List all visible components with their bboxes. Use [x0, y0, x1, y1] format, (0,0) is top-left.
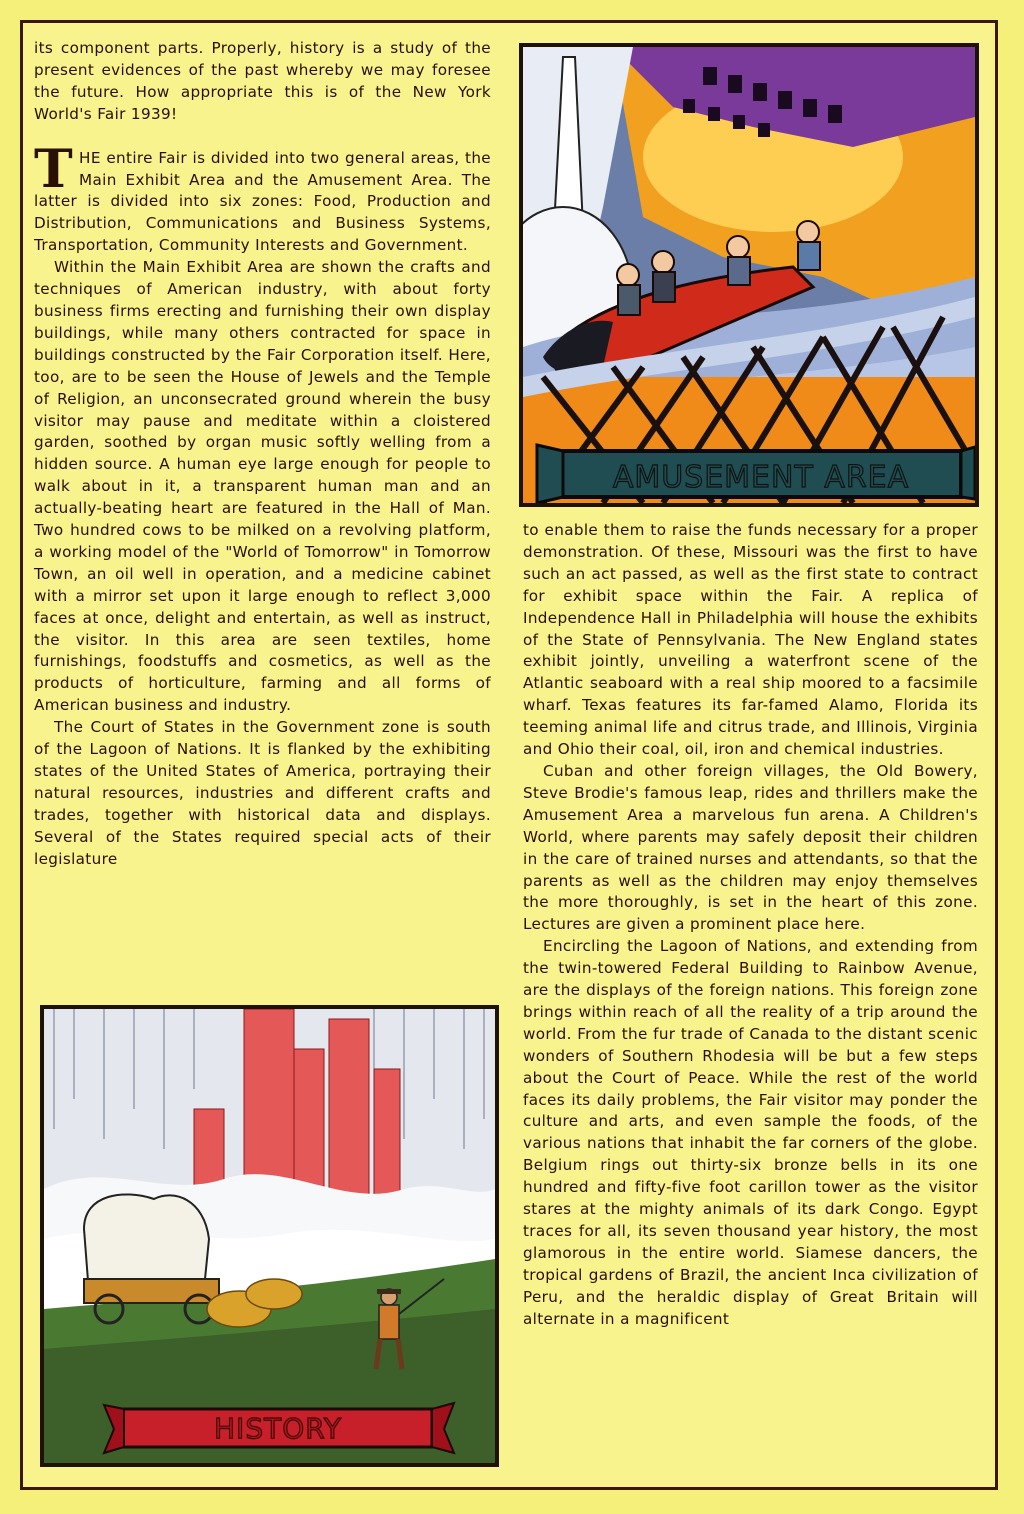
history-illustration: [40, 1005, 499, 1467]
fair-areas-paragraph: [34, 138, 491, 258]
court-of-states-paragraph: The Court of States in the Government zone is south of the Lagoon of Nations. It is flanked by the exhibiting states of the United States of America, portraying their natural resources, industries and different crafts and trades, together with historical data and displays. Several of the States required special acts of their legislature: [34, 718, 491, 868]
main-exhibit-paragraph: Within the Main Exhibit Area are shown the crafts and techniques of American industry, with about forty business firms erecting and furnishing their own display buildings, while many others contracted for space in buildings constructed by the Fair Corporation itself. Here, too, are to be seen the House of Jewels and the Temple of Religion, an unconsecrated ground wherein the busy visitor may pause and meditate within a cloistered garden, soothed by organ music softly welling from a hidden source. A human eye large enough for people to walk about in it, a transparent human man and an actually-beating heart are featured in the Hall of Man. Two hundred cows to be milked on a revolving platform, a working model of the "World of Tomorrow" in Tomorrow Town, an oil well in operation, and a medicine cabinet with a mirror set upon it large enough to reflect 3,000 faces at once, delight and entertain, as well as instruct, the visitor. In this area are seen textiles, home furnishings, foodstuffs and cosmetics, as well as the products of horticulture, farming and all forms of American business and industry.: [34, 258, 491, 715]
history-banner: HISTORY: [214, 1412, 342, 1445]
amusement-area-banner: AMUSEMENT AREA: [612, 460, 910, 495]
legislature-paragraph: to enable them to raise the funds necessary for a proper demonstration. Of these, Missouri was the first to have such an act passed, as well as the first state to contract for exhibit space within the Fair. A replica of Independence Hall in Philadelphia will house the exhibits of the State of Pennsylvania. The New England states exhibit jointly, unveiling a waterfront scene of the Atlantic seaboard with a real ship moored to a facsimile wharf. Texas features its far-famed Alamo, Florida its teeming animal life and citrus trade, and Illinois, Virginia and Ohio their coal, oil, iron and chemical industries.: [523, 521, 978, 759]
amusement-paragraph: Cuban and other foreign villages, the Old Bowery, Steve Brodie's famous leap, rides and thrillers make the Amusement Area a marvelous fun arena. A Children's World, where parents may safely deposit their children in the care of trained nurses and attendants, so that the parents as well as the children may enjoy themselves the more thoroughly, is set in the heart of this zone. Lectures are given a prominent place here.: [523, 761, 978, 934]
amusement-area-illustration: [519, 43, 979, 507]
left-text-column: [34, 38, 491, 871]
fair-areas-text: HE entire Fair is divided into two general areas, the Main Exhibit Area and the Amusement Area. The latter is divided into six zones: Food, Production and Distribution, Communications and Business Systems, Transportation, Community Interests and Government.: [34, 148, 491, 255]
right-text-column: [523, 520, 978, 1331]
foreign-nations-paragraph: Encircling the Lagoon of Nations, and extending from the twin-towered Federal Building to Rainbow Avenue, are the displays of the foreign nations. This foreign zone brings within reach of all the reality of a trip around the world. From the fur trade of Canada to the distant scenic wonders of Southern Rhodesia will be but a few steps about the Court of Peace. While the rest of the world faces its daily problems, the Fair visitor may ponder the culture and arts, and even sample the foods, of the various nations that inhabit the far corners of the globe. Belgium rings out thirty-six bronze bells in its one hundred and fifty-five foot carillon tower as the visitor stares at the mighty animals of its dark Congo. Egypt traces for all, its seven thousand year history, the most glamorous in the entire world. Siamese dancers, the tropical gardens of Brazil, the ancient Inca civilization of Peru, and the heraldic display of Great Britain will alternate in a magnificent: [523, 937, 978, 1328]
intro-paragraph: its component parts. Properly, history is a study of the present evidences of the past whereby we may foresee the future. How appropriate this is of the New York World's Fair 1939!: [34, 39, 491, 123]
drop-cap: T: [34, 138, 74, 200]
